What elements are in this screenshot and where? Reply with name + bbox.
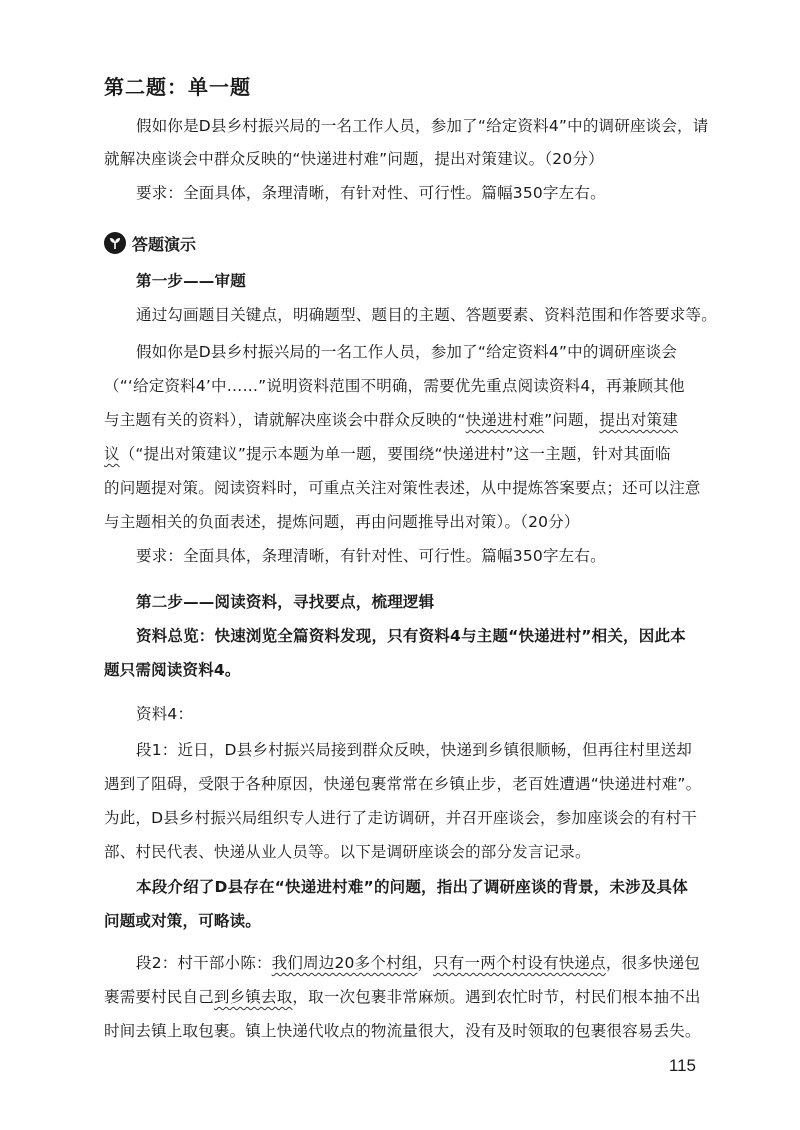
step1-title: 第一步——审题 bbox=[136, 272, 246, 290]
step2-overview-line-2: 题只需阅读资料4。 bbox=[104, 661, 241, 679]
text-fragment: ， bbox=[417, 954, 434, 972]
material-p2-line-1 bbox=[136, 952, 701, 974]
step1-annotated-line-5: 的问题提对策。阅读资料时，可重点关注对策性表述，从中提炼答案要点；还可以注意 bbox=[104, 479, 701, 497]
sprout-icon bbox=[104, 232, 126, 254]
text-fragment: 段2：村干部小陈： bbox=[136, 954, 272, 972]
material-label: 资料4： bbox=[136, 705, 194, 723]
text-fragment: 与主题有关的资料），请就解决座谈会中群众反映的“ bbox=[104, 411, 466, 429]
step1-annotated-line-3 bbox=[104, 409, 696, 431]
step1-annotated-line-2: （“‘给定资料4’中……”说明资料范围不明确，需要优先重点阅读资料4，再兼顾其他 bbox=[104, 377, 685, 395]
keyword-highlight: 快递进村难 bbox=[465, 411, 545, 429]
step2-overview-line-1: 资料总览：快速浏览全篇资料发现，只有资料4与主题“快递进村”相关，因此本 bbox=[136, 627, 686, 645]
material-p1-line-1: 段1：近日，D县乡村振兴局接到群众反映，快递到乡镇很顺畅，但再往村里送却 bbox=[136, 741, 692, 759]
step1-requirement: 要求：全面具体，条理清晰，有针对性、可行性。篇幅350字左右。 bbox=[136, 547, 606, 565]
text-fragment: ，很多快递包 bbox=[605, 954, 701, 972]
keyword-highlight: 议 bbox=[104, 445, 120, 463]
p1-analysis-line-1: 本段介绍了D县存在“快递进村难”的问题，指出了调研座谈的背景，未涉及具体 bbox=[136, 878, 688, 896]
question-prompt-line-1: 假如你是D县乡村振兴局的一名工作人员，参加了“给定资料4”中的调研座谈会，请 bbox=[136, 117, 709, 135]
section-header bbox=[104, 231, 196, 255]
text-fragment: ”问题， bbox=[544, 411, 600, 429]
p1-analysis-line-2: 问题或对策，可略读。 bbox=[104, 912, 262, 930]
material-p1-line-3: 为此，D县乡村振兴局组织专人进行了走访调研，并召开座谈会，参加座谈会的有村干 bbox=[104, 809, 698, 827]
step2-title: 第二步——阅读资料，寻找要点，梳理逻辑 bbox=[136, 593, 435, 611]
material-p1-line-2: 遇到了阻碍，受限于各种原因，快递包裹常常在乡镇止步，老百姓遭遇“快递进村难”。 bbox=[104, 775, 702, 793]
text-fragment: 裹需要村民自己 bbox=[104, 988, 214, 1006]
step1-annotated-line-4 bbox=[104, 443, 696, 465]
page-number: 115 bbox=[668, 1056, 696, 1075]
step1-intro: 通过勾画题目关键点，明确题型、题目的主题、答题要素、资料范围和作答要求等。 bbox=[136, 306, 717, 324]
material-p2-line-2 bbox=[104, 986, 701, 1008]
text-fragment: ，取一次包裹非常麻烦。遇到农忙时节，村民们根本抽不出 bbox=[292, 988, 701, 1006]
keyword-highlight: 只有一两个村设有快递点 bbox=[433, 954, 606, 972]
text-fragment: （“提出对策建议”提示本题为单一题，要围绕“快递进村”这一主题，针对其面临 bbox=[119, 445, 671, 463]
step1-annotated-line-6: 与主题相关的负面表述，提炼问题，再由问题推导出对策）。（20分） bbox=[104, 513, 580, 531]
keyword-highlight: 提出对策建 bbox=[599, 411, 678, 429]
section-title: 答题演示 bbox=[132, 234, 197, 254]
keyword-highlight: 到乡镇去取 bbox=[213, 988, 293, 1006]
question-requirement: 要求：全面具体，条理清晰，有针对性、可行性。篇幅350字左右。 bbox=[136, 184, 606, 202]
material-p2-line-3: 时间去镇上取包裹。镇上快递代收点的物流量很大，没有及时领取的包裹很容易丢失。 bbox=[104, 1022, 701, 1040]
material-p1-line-4: 部、村民代表、快递从业人员等。以下是调研座谈会的部分发言记录。 bbox=[104, 843, 591, 861]
keyword-highlight: 我们周边20多个村组 bbox=[271, 954, 418, 972]
question-title: 第二题：单一题 bbox=[104, 75, 251, 99]
question-prompt-line-2: 就解决座谈会中群众反映的“快递进村难”问题，提出对策建议。（20分） bbox=[104, 150, 604, 168]
step1-annotated-line-1: 假如你是D县乡村振兴局的一名工作人员，参加了“给定资料4”中的调研座谈会 bbox=[136, 343, 678, 361]
